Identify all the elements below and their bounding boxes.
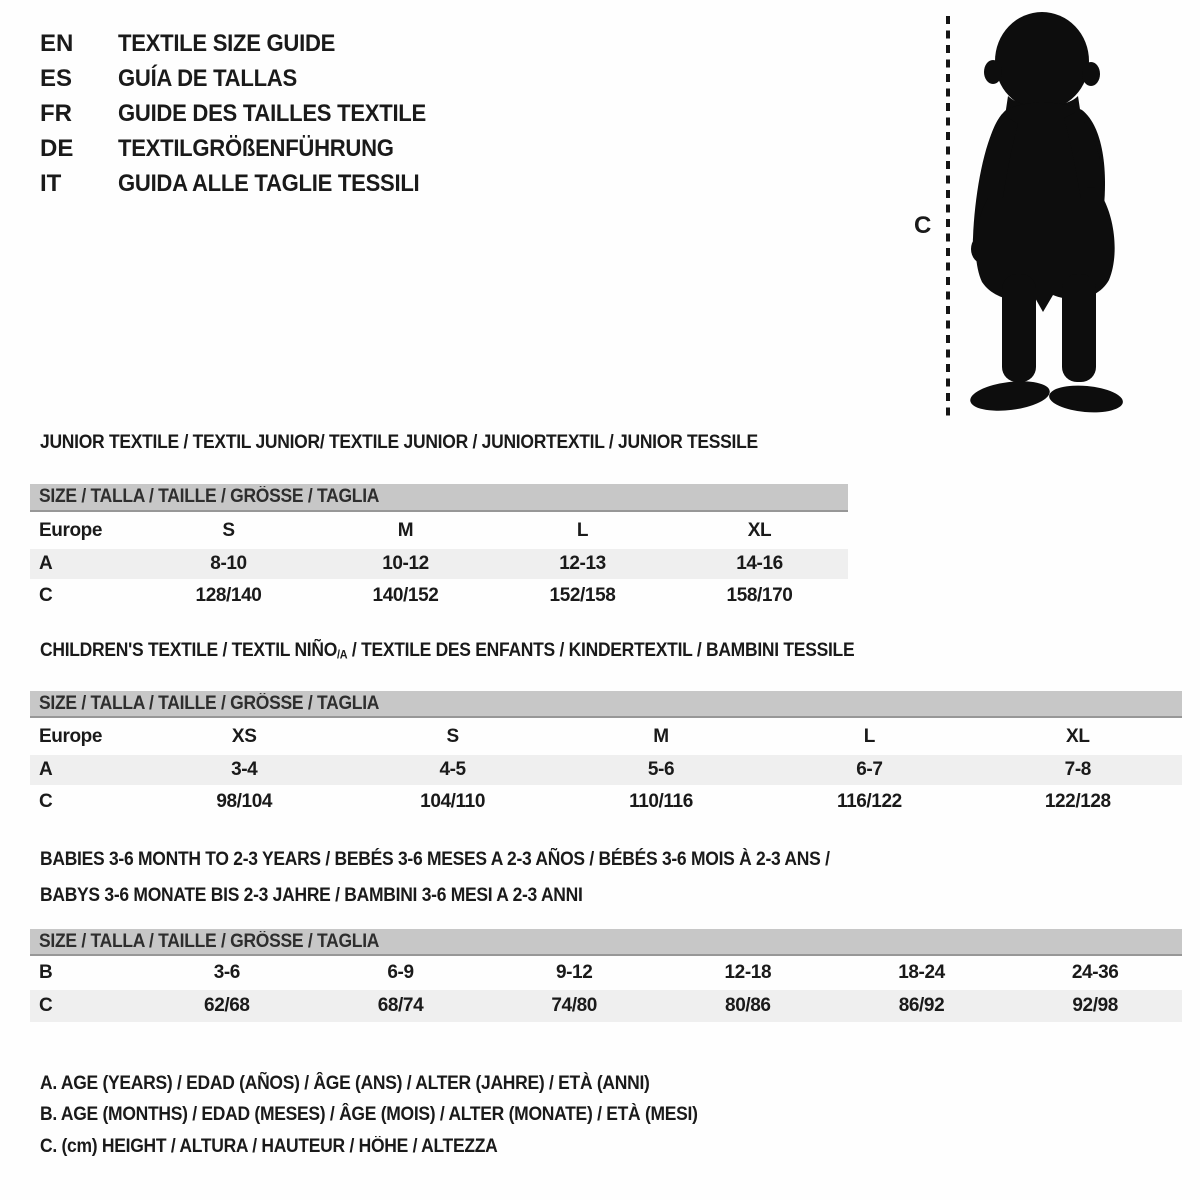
- lang-title: GUIDE DES TAILLES TEXTILE: [118, 99, 426, 127]
- cell: 110/116: [629, 790, 693, 812]
- junior-section-title: JUNIOR TEXTILE / TEXTIL JUNIOR/ TEXTILE JUNIOR / JUNIORTEXTIL / JUNIOR TESSILE: [40, 432, 758, 453]
- cell: 18-24: [898, 962, 945, 983]
- cell: 86/92: [898, 995, 945, 1016]
- children-section-title: CHILDREN'S TEXTILE / TEXTIL $NIÑO_{/A}$ / TEXTILE DES ENFANTS / KINDERTEXTIL / BAMBINI TESSILE: [40, 640, 855, 662]
- lang-code: EN: [40, 29, 74, 57]
- lang-title: GUÍA DE TALLAS: [118, 64, 297, 92]
- lang-row-de: [40, 131, 453, 166]
- cell: 9-12: [555, 962, 593, 983]
- lang-code: DE: [40, 134, 74, 162]
- cell: 116/122: [836, 790, 902, 812]
- col-header: M: [397, 519, 414, 541]
- lang-title: TEXTILGRÖßENFÜHRUNG: [118, 134, 394, 162]
- col-header: L: [863, 725, 875, 747]
- legend-line-a: A. AGE (YEARS) / EDAD (AÑOS) / ÂGE (ANS) / ALTER (JAHRE) / ETÀ (ANNI): [40, 1072, 650, 1094]
- cell: 62/68: [204, 995, 250, 1016]
- table-row-age: [30, 549, 848, 579]
- col-header: L: [576, 519, 589, 541]
- cell: 7-8: [1064, 759, 1091, 780]
- cell: 3-6: [213, 962, 240, 983]
- col-header: S: [222, 519, 235, 541]
- row-label: C: [39, 995, 53, 1016]
- row-label: C: [39, 584, 53, 606]
- lang-code: ES: [40, 64, 73, 92]
- children-size-header-bar: SIZE / TALLA / TAILLE / GRÖSSE / TAGLIA: [30, 691, 1182, 718]
- table-row-height: [30, 990, 1182, 1022]
- col-header: XL: [747, 519, 772, 541]
- language-title-list: [40, 26, 453, 201]
- lang-code: IT: [40, 169, 62, 197]
- cell: 128/140: [195, 584, 262, 606]
- junior-size-header-bar: SIZE / TALLA / TAILLE / GRÖSSE / TAGLIA: [30, 484, 848, 512]
- cell: 158/170: [726, 584, 793, 606]
- cell: 12-18: [724, 962, 772, 983]
- legend-line-c: C. (cm) HEIGHT / ALTURA / HAUTEUR / HÖHE / ALTEZZA: [40, 1135, 498, 1157]
- lang-title: TEXTILE SIZE GUIDE: [118, 29, 336, 57]
- table-row-height: [30, 785, 1182, 818]
- table-row-months: [30, 956, 1182, 990]
- children-columns-row: [30, 718, 1182, 755]
- col-header: M: [653, 725, 669, 747]
- children-size-table: [30, 691, 1182, 818]
- legend: [40, 1068, 755, 1163]
- toddler-silhouette-icon: [962, 6, 1142, 418]
- cell: 68/74: [377, 995, 424, 1016]
- legend-line-b: B. AGE (MONTHS) / EDAD (MESES) / ÂGE (MOIS) / ALTER (MONATE) / ETÀ (MESI): [40, 1104, 698, 1126]
- cell: 92/98: [1072, 995, 1118, 1016]
- table-row-age: [30, 755, 1182, 785]
- cell: 98/104: [216, 790, 273, 812]
- region-label: Europe: [39, 519, 103, 541]
- row-label: A: [39, 759, 53, 780]
- cell: 6-7: [856, 759, 883, 780]
- cell: 14-16: [736, 553, 783, 574]
- lang-row-en: [40, 26, 453, 61]
- babies-size-table: [30, 929, 1182, 1022]
- cell: 24-36: [1071, 962, 1119, 983]
- junior-columns-row: [30, 512, 848, 549]
- cell: 152/158: [549, 584, 616, 606]
- cell: 80/86: [725, 995, 771, 1016]
- col-header: XS: [231, 725, 257, 747]
- cell: 4-5: [439, 759, 466, 780]
- cell: 104/110: [420, 790, 486, 812]
- lang-row-es: [40, 61, 453, 96]
- cell: 6-9: [387, 962, 414, 983]
- region-label: Europe: [39, 725, 103, 747]
- junior-size-table: [30, 484, 848, 612]
- babies-section-title: BABIES 3-6 MONTH TO 2-3 YEARS / BEBÉS 3-6 MESES A 2-3 AÑOS / BÉBÉS 3-6 MOIS À 2-3 ANS / BABYS 3-6 MONATE BIS 2-3 JAHRE / BAMBINI 3-6 MESI A 2-3 ANNI: [40, 849, 830, 906]
- cell: 5-6: [647, 759, 675, 780]
- cell: 140/152: [372, 584, 439, 606]
- cell: 8-10: [210, 553, 247, 574]
- col-header: S: [446, 725, 459, 747]
- lang-row-it: [40, 166, 453, 201]
- cell: 12-13: [559, 553, 606, 574]
- lang-row-fr: [40, 96, 453, 131]
- row-label: A: [39, 553, 53, 574]
- cell: 10-12: [382, 553, 429, 574]
- table-row-height: [30, 579, 848, 612]
- lang-title: GUIDA ALLE TAGLIE TESSILI: [118, 169, 420, 197]
- lang-code: FR: [40, 99, 72, 127]
- row-label: B: [39, 962, 53, 983]
- height-measure-dashed-line: [946, 16, 950, 416]
- cell: 122/128: [1044, 790, 1111, 812]
- babies-size-header-bar: SIZE / TALLA / TAILLE / GRÖSSE / TAGLIA: [30, 929, 1182, 956]
- cell: 3-4: [231, 759, 258, 780]
- col-header: XL: [1066, 725, 1090, 747]
- gender-suffix: /A: [337, 648, 348, 662]
- cell: 74/80: [551, 995, 597, 1016]
- row-label: C: [39, 790, 53, 812]
- height-measure-label: C: [914, 212, 932, 239]
